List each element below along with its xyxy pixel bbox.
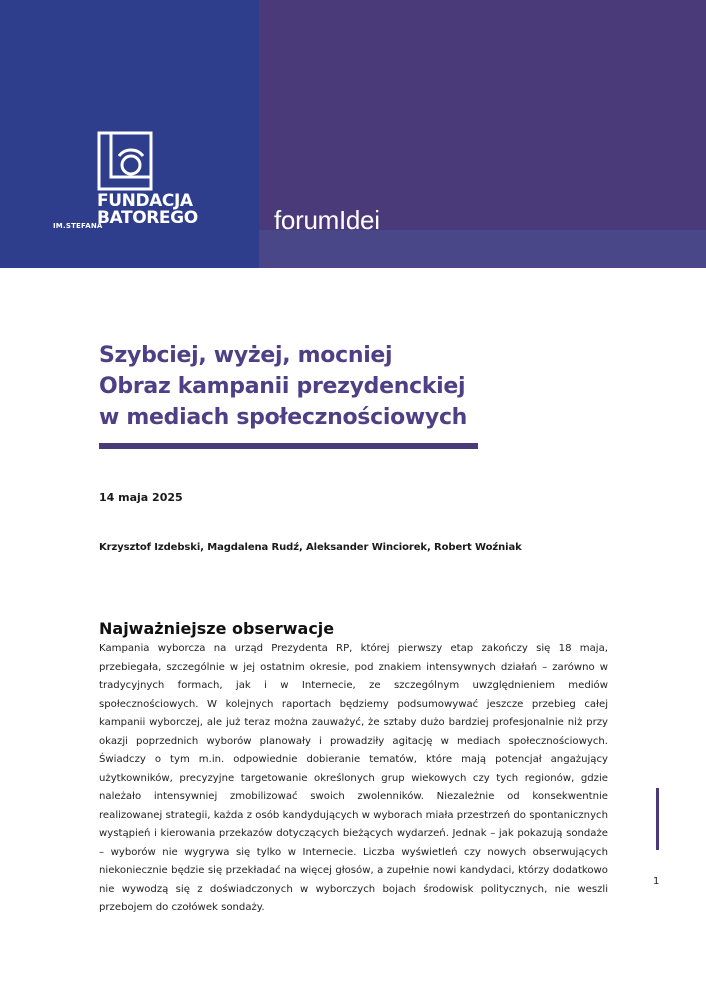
header-right-panel [259,0,706,230]
title-line-2: Obraz kampanii prezydenckiej [99,374,466,399]
page-title [99,340,467,433]
logo-line-2: BATOREGO [97,208,198,228]
publication-date: 14 maja 2025 [99,491,183,504]
title-line-3: w mediach społecznościowych [99,405,468,430]
page-number: 1 [653,876,660,887]
logo-line-1: FUNDACJA [97,191,193,211]
logo-wordmark [97,193,198,227]
logo-prefix: IM.STEFANA [53,222,103,230]
side-accent-bar [656,788,659,850]
authors: Krzysztof Izdebski, Magdalena Rudź, Aleksander Winciorek, Robert Woźniak [99,542,522,553]
section-body: Kampania wyborcza na urząd Prezydenta RP, której pierwszy etap zakończy się 18 maja, przebiegała, szczególnie w jej ostatnim okresie, pod znakiem intensywnych działań – zarówno w tradycyjnych formach, jak i w Internecie, ze szczególnym uwzględnieniem mediów społecznościowych. W kolejnych raportach będziemy podsumowywać jeszcze przebieg całej kampanii wyborczej, ale już teraz można zauważyć, że sztaby dużo bardziej profesjonalnie niż przy okazji poprzednich wyborów planowały i prowadziły agitację w mediach społecznościowych. Świadczy o tym m.in. odpowiednie dobieranie tematów, które mają potencjał angażujący użytkowników, precyzyjne targetowanie określonych grup wiekowych czy tych regionów, gdzie należało intensywniej zmobilizować swoich zwolenników. Niezależnie od konsekwentnie realizowanej strategii, każda z osób kandydujących w wyborach miała przestrzeń do spontanicznych wystąpień i kierowania przekazów dotyczących bieżących wydarzeń. Jednak – jak pokazują sondaże – wyborów nie wygrywa się tylko w Internecie. Liczba wyświetleń czy nowych obserwujących niekoniecznie będzie się przekładać na więcej głosów, a zupełnie nowi kandydaci, którzy dodatkowo nie wywodzą się z doświadczonych w wyborczych bojach środowisk politycznych, nie weszli przebojem do czołówek sondaży. [99,643,608,913]
title-line-1: Szybciej, wyżej, mocniej [99,343,393,368]
series-name: forumIdei [274,205,380,235]
title-underline [99,443,478,449]
section-heading: Najważniejsze obserwacje [99,619,335,638]
foundation-logo-icon [97,131,153,191]
